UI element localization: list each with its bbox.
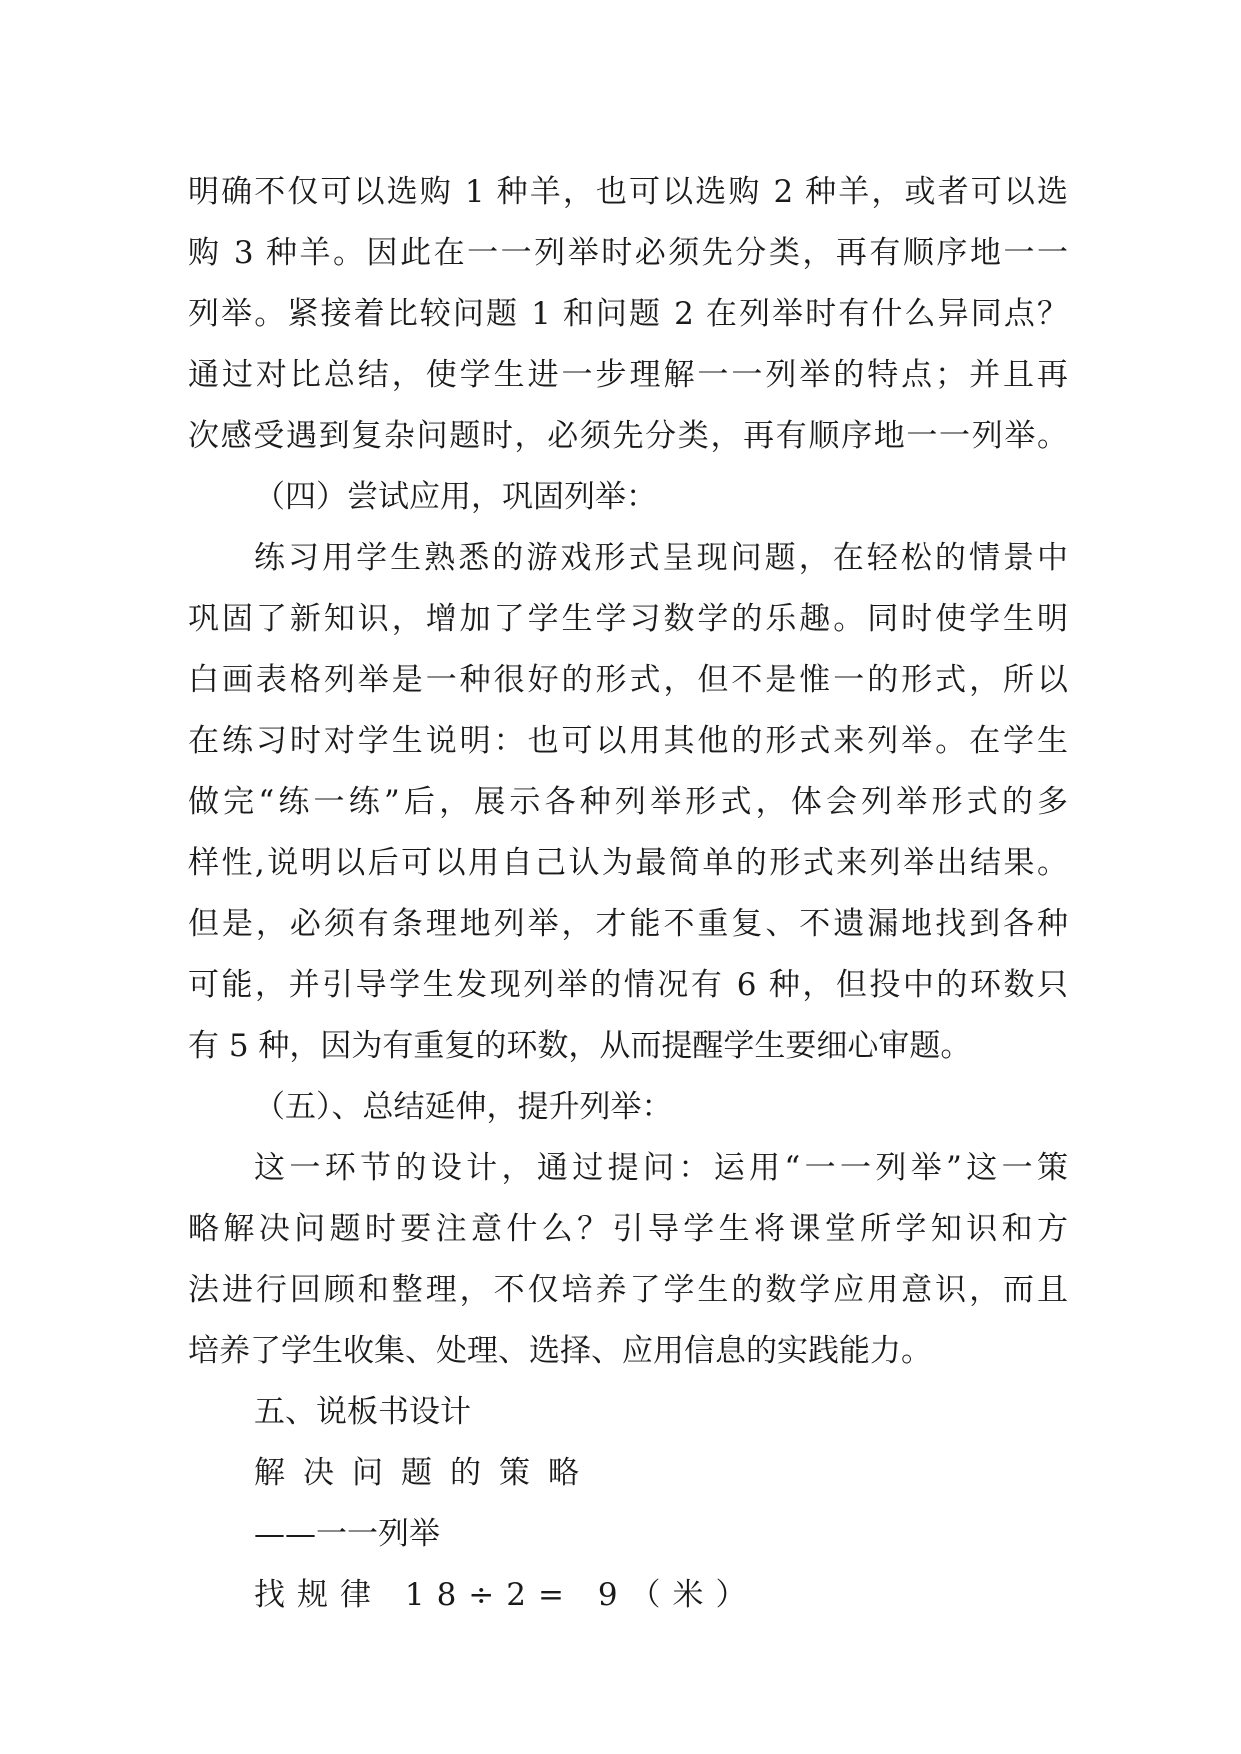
paragraph-line: 白画表格列举是一种很好的形式，但不是惟一的形式，所以: [188, 662, 1068, 698]
paragraph-line: 明确不仅可以选购 1 种羊，也可以选购 2 种羊，或者可以选: [188, 174, 1068, 210]
document-body: [188, 162, 1068, 1626]
paragraph-line: 略解决问题时要注意什么？引导学生将课堂所学知识和方: [188, 1211, 1068, 1247]
paragraph-line: 通过对比总结，使学生进一步理解一一列举的特点；并且再: [188, 357, 1068, 393]
section-heading-4: （四）尝试应用，巩固列举：: [254, 479, 657, 515]
board-subtitle: ——一一列举: [254, 1516, 440, 1552]
paragraph-line: 可能，并引导学生发现列举的情况有 6 种，但投中的环数只: [188, 967, 1068, 1003]
paragraph-line: 购 3 种羊。因此在一一列举时必须先分类，再有顺序地一一: [188, 235, 1068, 271]
paragraph-line: 这一环节的设计，通过提问：运用“一一列举”这一策: [254, 1150, 1068, 1186]
paragraph-line: 在练习时对学生说明：也可以用其他的形式来列举。在学生: [188, 723, 1068, 759]
paragraph-line: 做完“练一练”后，展示各种列举形式，体会列举形式的多: [188, 784, 1068, 820]
section-heading-5: （五）、总结延伸，提升列举：: [254, 1089, 673, 1125]
paragraph-line: 培养了学生收集、处理、选择、应用信息的实践能力。: [188, 1333, 932, 1369]
board-title: 解决问题的策略: [254, 1455, 597, 1491]
board-formula: 找规律 18÷2= 9（米）: [254, 1577, 759, 1613]
paragraph-line: 列举。紧接着比较问题 1 和问题 2 在列举时有什么异同点？: [188, 296, 1068, 332]
paragraph-line: 有 5 种，因为有重复的环数，从而提醒学生要细心审题。: [188, 1028, 972, 1064]
paragraph-line: 法进行回顾和整理，不仅培养了学生的数学应用意识，而且: [188, 1272, 1068, 1308]
paragraph-line: 练习用学生熟悉的游戏形式呈现问题，在轻松的情景中: [254, 540, 1068, 576]
paragraph-line: 但是，必须有条理地列举，才能不重复、不遗漏地找到各种: [188, 906, 1068, 942]
paragraph-line: 次感受遇到复杂问题时，必须先分类，再有顺序地一一列举。: [188, 418, 1068, 454]
paragraph-line: 巩固了新知识，增加了学生学习数学的乐趣。同时使学生明: [188, 601, 1068, 637]
paragraph-line: 样性,说明以后可以用自己认为最简单的形式来列举出结果。: [188, 845, 1068, 881]
board-design-heading: 五、说板书设计: [254, 1394, 471, 1430]
